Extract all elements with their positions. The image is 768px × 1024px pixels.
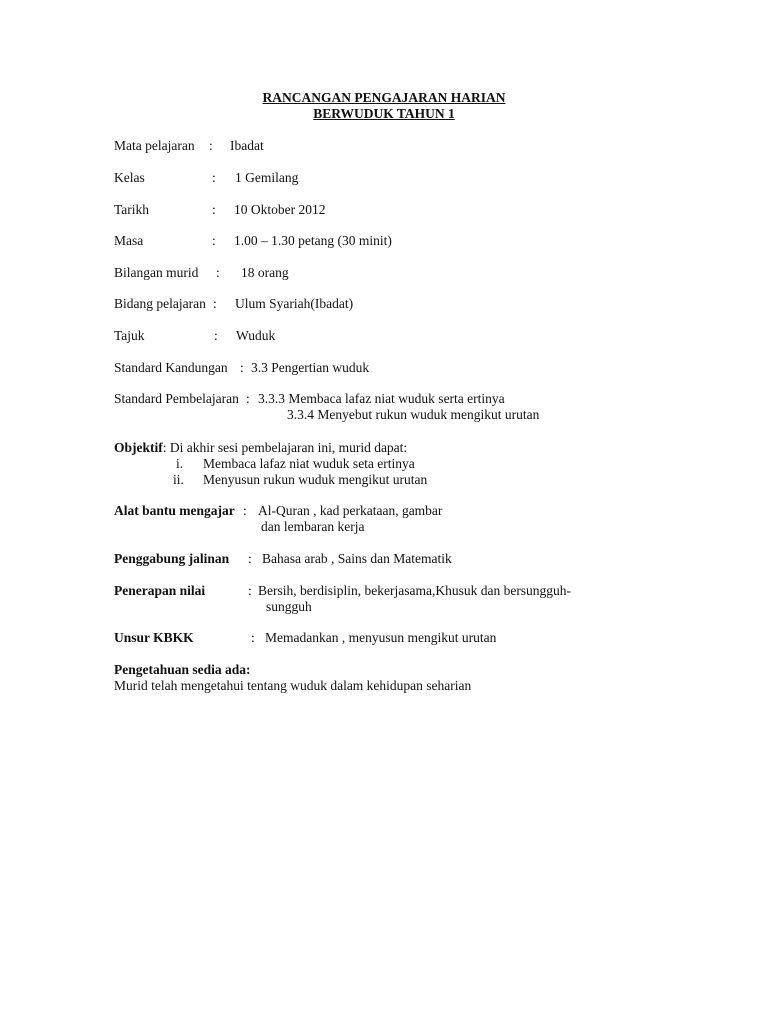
tarikh-sep: : (212, 202, 216, 217)
alat-bantu-sep: : (243, 503, 247, 518)
tajuk-value: Wuduk (236, 328, 276, 343)
kelas-sep: : (212, 170, 216, 185)
bidang-pelajaran-sep: : (213, 296, 217, 311)
alat-bantu-line1: Al-Quran , kad perkataan, gambar (258, 503, 443, 518)
pengetahuan-text: Murid telah mengetahui tentang wuduk dalam kehidupan seharian (114, 678, 472, 693)
penerapan-line1: Bersih, berdisiplin, bekerjasama,Khusuk dan bersungguh- (258, 583, 572, 598)
penerapan-label: Penerapan nilai (114, 583, 206, 598)
standard-kandungan-sep: : (240, 360, 244, 375)
standard-pembelajaran-line2: 3.3.4 Menyebut rukun wuduk mengikut urutan (287, 407, 540, 422)
standard-kandungan-label: Standard Kandungan (114, 360, 228, 375)
mata-pelajaran-sep: : (209, 138, 213, 153)
unsur-value: Memadankan , menyusun mengikut urutan (265, 630, 497, 645)
standard-pembelajaran-sep: : (246, 391, 250, 406)
objektif-text: : Di akhir sesi pembelajaran ini, murid dapat: (162, 440, 408, 455)
document-subtitle: BERWUDUK TAHUN 1 (313, 106, 455, 121)
bidang-pelajaran-value: Ulum Syariah(Ibadat) (235, 296, 354, 311)
bilangan-murid-value: 18 orang (241, 265, 289, 280)
masa-sep: : (212, 233, 216, 248)
bilangan-murid-sep: : (216, 265, 220, 280)
penerapan-sep: : (248, 583, 252, 598)
standard-pembelajaran-label: Standard Pembelajaran (114, 391, 239, 406)
standard-pembelajaran-line1: 3.3.3 Membaca lafaz niat wuduk serta ertinya (258, 391, 505, 406)
objektif-item-num: i. (176, 456, 184, 471)
alat-bantu-label: Alat bantu mengajar (114, 503, 235, 518)
document-title: RANCANGAN PENGAJARAN HARIAN (262, 90, 506, 105)
penggabung-label: Penggabung jalinan (114, 551, 230, 566)
penerapan-line2: sungguh (266, 599, 312, 614)
alat-bantu-line2: dan lembaran kerja (261, 519, 365, 534)
mata-pelajaran-label: Mata pelajaran (114, 138, 195, 153)
unsur-label: Unsur KBKK (114, 630, 194, 645)
tarikh-value: 10 Oktober 2012 (234, 202, 326, 217)
objektif-label: Objektif (114, 440, 163, 455)
masa-value: 1.00 – 1.30 petang (30 minit) (234, 233, 392, 248)
penggabung-value: Bahasa arab , Sains dan Matematik (262, 551, 452, 566)
tarikh-label: Tarikh (114, 202, 150, 217)
kelas-label: Kelas (114, 170, 145, 185)
masa-label: Masa (114, 233, 144, 248)
objektif-paragraph (114, 440, 407, 456)
objektif-item-num: ii. (173, 472, 184, 487)
tajuk-sep: : (214, 328, 218, 343)
tajuk-label: Tajuk (114, 328, 145, 343)
unsur-sep: : (251, 630, 255, 645)
mata-pelajaran-value: Ibadat (230, 138, 264, 153)
standard-kandungan-value: 3.3 Pengertian wuduk (251, 360, 370, 375)
pengetahuan-label: Pengetahuan sedia ada: (114, 662, 251, 677)
objektif-item-text: Membaca lafaz niat wuduk seta ertinya (203, 456, 415, 471)
bidang-pelajaran-label: Bidang pelajaran (114, 296, 206, 311)
bilangan-murid-label: Bilangan murid (114, 265, 199, 280)
kelas-value: 1 Gemilang (235, 170, 299, 185)
penggabung-sep: : (248, 551, 252, 566)
objektif-item-text: Menyusun rukun wuduk mengikut urutan (203, 472, 428, 487)
